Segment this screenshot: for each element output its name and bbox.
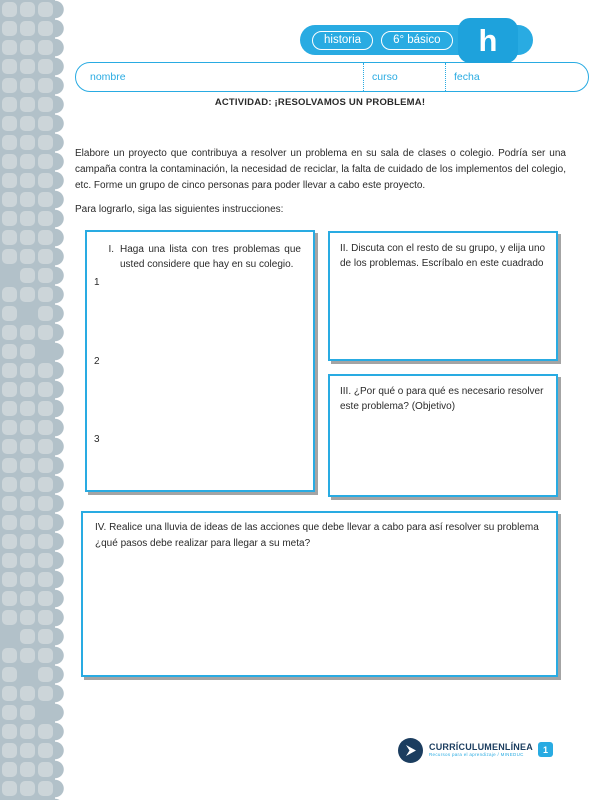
- mosaic-square: [38, 686, 53, 701]
- mosaic-square: [20, 477, 35, 492]
- curso-field[interactable]: curso: [363, 63, 445, 91]
- answer-box-iv[interactable]: IV. Realice una lluvia de ideas de las acciones que debe llevar a cabo para así resolver su problema ¿qué pasos debe realizar para llegar a su meta?: [81, 511, 558, 677]
- mosaic-square: [20, 173, 35, 188]
- mosaic-square: [38, 78, 53, 93]
- mosaic-square: [20, 135, 35, 150]
- mosaic-square: [20, 192, 35, 207]
- brand-text: CURRÍCULUMENLÍNEA: [429, 742, 533, 753]
- mosaic-square: [20, 439, 35, 454]
- mosaic-square: [20, 363, 35, 378]
- mosaic-square: [2, 686, 17, 701]
- mosaic-square: [38, 629, 53, 644]
- sidebar-pattern: [0, 0, 55, 800]
- list-number-3: 3: [94, 434, 100, 445]
- tab-6-basico: 6° básico: [381, 31, 452, 50]
- mosaic-square: [20, 496, 35, 511]
- mosaic-square: [38, 21, 53, 36]
- mosaic-square: [2, 173, 17, 188]
- answer-box-iii[interactable]: III. ¿Por qué o para qué es necesario resolver este problema? (Objetivo): [328, 374, 558, 497]
- list-number-1: 1: [94, 277, 100, 288]
- mosaic-square: [20, 116, 35, 131]
- mosaic-square: [38, 306, 53, 321]
- mosaic-square: [2, 572, 17, 587]
- mosaic-square: [38, 173, 53, 188]
- mosaic-square: [38, 363, 53, 378]
- mosaic-square: [38, 249, 53, 264]
- mosaic-square: [2, 667, 17, 682]
- mosaic-square: [2, 230, 17, 245]
- mosaic-square: [38, 667, 53, 682]
- mosaic-square: [20, 306, 35, 321]
- mosaic-square: [2, 648, 17, 663]
- activity-title: ACTIVIDAD: ¡RESOLVAMOS UN PROBLEMA!: [214, 97, 426, 108]
- mosaic-square: [2, 306, 17, 321]
- mosaic-square: [20, 458, 35, 473]
- mosaic-square: [20, 268, 35, 283]
- mosaic-square: [20, 591, 35, 606]
- footer-logo: [398, 738, 533, 763]
- mosaic-square: [2, 59, 17, 74]
- mosaic-square: [20, 515, 35, 530]
- mosaic-square: [2, 21, 17, 36]
- mosaic-square: [38, 344, 53, 359]
- mosaic-square: [2, 40, 17, 55]
- box-i-text: Haga una lista con tres problemas que usted considere que hay en su colegio.: [120, 244, 301, 270]
- mosaic-square: [20, 572, 35, 587]
- mosaic-square: [20, 781, 35, 796]
- intro-paragraph: Elabore un proyecto que contribuya a resolver un problema en su sala de clases o colegio. Podría ser una campaña contra la contaminación, la necesidad de reciclar, la falta de cuidado de los implementos del colegio, etc. Forme un grupo de cinco personas para poder llevar a cabo este proyecto.: [75, 148, 566, 191]
- mosaic-square: [2, 553, 17, 568]
- mosaic-square: [20, 686, 35, 701]
- mosaic-square: [2, 382, 17, 397]
- mosaic-square: [20, 420, 35, 435]
- mosaic-square: [20, 382, 35, 397]
- mosaic-square: [2, 781, 17, 796]
- fecha-field[interactable]: fecha: [445, 63, 588, 91]
- mosaic-square: [38, 572, 53, 587]
- mosaic-square: [2, 610, 17, 625]
- page-number-badge: 1: [538, 742, 553, 757]
- mosaic-square: [38, 211, 53, 226]
- mosaic-square: [38, 648, 53, 663]
- mosaic-square: [38, 496, 53, 511]
- mosaic-square: [38, 2, 53, 17]
- mosaic-square: [2, 116, 17, 131]
- mosaic-square: [38, 135, 53, 150]
- mosaic-square: [38, 458, 53, 473]
- mosaic-square: [2, 515, 17, 530]
- list-number-2: 2: [94, 356, 100, 367]
- mosaic-square: [2, 363, 17, 378]
- mosaic-square: [2, 154, 17, 169]
- mosaic-square: [20, 211, 35, 226]
- mosaic-square: [20, 249, 35, 264]
- history-h-logo: h: [458, 18, 518, 63]
- mosaic-square: [20, 705, 35, 720]
- mosaic-square: [2, 629, 17, 644]
- mosaic-square: [38, 420, 53, 435]
- mosaic-square: [38, 325, 53, 340]
- box-i-instruction: [87, 232, 313, 272]
- mosaic-square: [38, 781, 53, 796]
- student-info-bar: [75, 62, 589, 92]
- mosaic-square: [38, 59, 53, 74]
- mosaic-square: [20, 78, 35, 93]
- mosaic-square: [2, 268, 17, 283]
- mosaic-square: [2, 477, 17, 492]
- nombre-field[interactable]: nombre: [90, 71, 126, 83]
- mosaic-square: [38, 553, 53, 568]
- mosaic-square: [2, 135, 17, 150]
- mosaic-square: [20, 325, 35, 340]
- mosaic-square: [20, 553, 35, 568]
- mosaic-square: [38, 192, 53, 207]
- mosaic-square: [2, 534, 17, 549]
- mosaic-square: [2, 743, 17, 758]
- mosaic-square: [38, 705, 53, 720]
- mosaic-square: [2, 78, 17, 93]
- mosaic-square: [20, 40, 35, 55]
- mosaic-square: [38, 591, 53, 606]
- mosaic-square: [38, 724, 53, 739]
- mosaic-square: [20, 287, 35, 302]
- answer-box-ii[interactable]: II. Discuta con el resto de su grupo, y elija uno de los problemas. Escríbalo en este cuadrado: [328, 231, 558, 361]
- mosaic-square: [38, 382, 53, 397]
- mosaic-square: [38, 534, 53, 549]
- mosaic-square: [38, 40, 53, 55]
- mosaic-square: [2, 97, 17, 112]
- mosaic-square: [38, 762, 53, 777]
- mosaic-square: [2, 496, 17, 511]
- mosaic-square: [38, 230, 53, 245]
- mosaic-square: [2, 2, 17, 17]
- mosaic-square: [38, 97, 53, 112]
- mosaic-square: [2, 192, 17, 207]
- mosaic-square: [2, 344, 17, 359]
- mosaic-square: [38, 116, 53, 131]
- mosaic-square: [20, 97, 35, 112]
- mosaic-square: [20, 629, 35, 644]
- mosaic-square: [2, 249, 17, 264]
- mosaic-square: [20, 344, 35, 359]
- mosaic-square: [2, 591, 17, 606]
- mosaic-square: [38, 401, 53, 416]
- answer-box-i[interactable]: [85, 230, 315, 492]
- mosaic-square: [2, 705, 17, 720]
- mosaic-square: [38, 439, 53, 454]
- mosaic-square: [2, 439, 17, 454]
- mosaic-square: [20, 610, 35, 625]
- mosaic-square: [20, 21, 35, 36]
- mosaic-square: [38, 743, 53, 758]
- mosaic-square: [38, 287, 53, 302]
- mosaic-square: [2, 724, 17, 739]
- mosaic-square: [2, 401, 17, 416]
- mosaic-square: [38, 477, 53, 492]
- mosaic-square: [2, 762, 17, 777]
- mosaic-square: [2, 420, 17, 435]
- brand-tagline: Recursos para el aprendizaje / MINEDUC: [429, 751, 524, 757]
- mosaic-square: [38, 610, 53, 625]
- mosaic-square: [2, 287, 17, 302]
- mosaic-square: [38, 515, 53, 530]
- box-i-numeral: I.: [108, 244, 114, 255]
- mosaic-square: [20, 648, 35, 663]
- instructions-lead: Para lograrlo, siga las siguientes instrucciones:: [75, 204, 284, 215]
- mosaic-square: [38, 268, 53, 283]
- tab-historia: historia: [312, 31, 373, 50]
- mosaic-square: [20, 2, 35, 17]
- mosaic-square: [20, 667, 35, 682]
- mosaic-square: [20, 401, 35, 416]
- play-arrow-icon: [398, 738, 423, 763]
- mosaic-square: [20, 743, 35, 758]
- mosaic-square: [2, 325, 17, 340]
- sidebar-mosaic: [0, 0, 55, 798]
- mosaic-square: [20, 762, 35, 777]
- mosaic-square: [20, 59, 35, 74]
- mosaic-square: [20, 154, 35, 169]
- mosaic-square: [20, 724, 35, 739]
- mosaic-square: [20, 230, 35, 245]
- mosaic-square: [20, 534, 35, 549]
- mosaic-square: [2, 458, 17, 473]
- mosaic-square: [38, 154, 53, 169]
- mosaic-square: [2, 211, 17, 226]
